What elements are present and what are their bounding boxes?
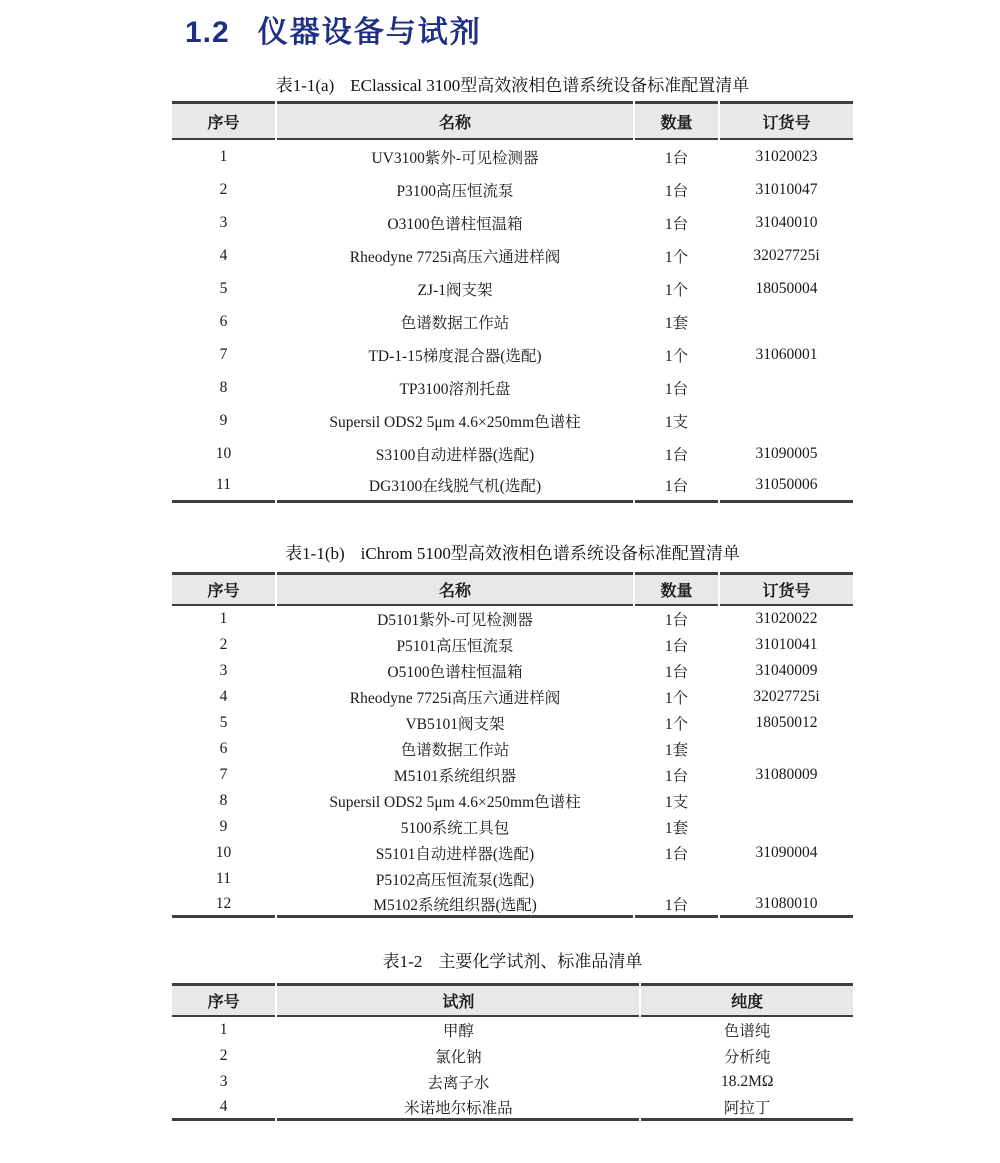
- table-row: [172, 239, 853, 272]
- table-cell: 32027725i: [753, 246, 820, 264]
- table-row: [172, 684, 853, 710]
- table-cell: 7: [219, 766, 228, 783]
- column-header: 序号: [172, 101, 275, 140]
- equipment-table-eclassical-3100: [170, 101, 855, 503]
- table-caption-a: [170, 75, 855, 96]
- table-cell: 8: [219, 378, 228, 396]
- table-cell: 1个: [664, 690, 689, 707]
- table-cell: 5: [219, 714, 228, 731]
- table-cell: 1台: [664, 380, 689, 398]
- table-cell: 3: [219, 1073, 228, 1090]
- table-row: [172, 762, 853, 788]
- table-cell: 1个: [664, 347, 689, 365]
- table-row: [172, 206, 853, 239]
- table-cell: VB5101阀支架: [405, 716, 505, 733]
- column-header: 数量: [635, 101, 718, 140]
- table-cell: 阿拉丁: [641, 1095, 853, 1121]
- table-cell: 3: [219, 662, 228, 679]
- table-cell: Rheodyne 7725i高压六通进样阀: [349, 690, 561, 707]
- table-row: [172, 814, 853, 840]
- table-cell: 6: [219, 740, 228, 757]
- table-body: [172, 1017, 853, 1121]
- table-cell: ZJ-1阀支架: [417, 281, 493, 299]
- table-cell: 9: [219, 411, 228, 429]
- table-row: [172, 173, 853, 206]
- table-cell: 1个: [664, 281, 689, 299]
- table-row: [172, 840, 853, 866]
- column-header: 订货号: [720, 572, 853, 606]
- table-body: [172, 140, 853, 503]
- table-body: [172, 606, 853, 918]
- table-cell: O3100色谱柱恒温箱: [387, 215, 523, 233]
- table-cell: S5101自动进样器(选配): [375, 846, 535, 863]
- table-row: [172, 305, 853, 338]
- header-row: [172, 101, 853, 140]
- table-cell: 1台: [635, 470, 718, 503]
- table-caption-c: [170, 951, 855, 972]
- header-row: [172, 572, 853, 606]
- table-cell: M5101系统组织器: [393, 768, 517, 785]
- table-cell: 4: [219, 688, 228, 705]
- table-row: [172, 658, 853, 684]
- table-cell: 10: [215, 844, 232, 861]
- table-row: [172, 606, 853, 632]
- table-cell: M5102系统组织器(选配): [277, 892, 633, 918]
- section-number: 1.2: [185, 16, 230, 49]
- column-header: 序号: [172, 572, 275, 606]
- table-cell: 去离子水: [427, 1075, 490, 1092]
- section-title: 仪器设备与试剂: [257, 16, 482, 49]
- table-cell: 9: [219, 818, 228, 835]
- reagent-table: [170, 983, 855, 1121]
- table-row: [172, 736, 853, 762]
- table-caption-b: [170, 543, 855, 564]
- table-cell: 31020022: [755, 610, 818, 627]
- table-row: [172, 1043, 853, 1069]
- table-cell: 1台: [664, 612, 689, 629]
- table-cell: 2: [219, 1047, 228, 1064]
- table-row: [172, 892, 853, 918]
- table-cell: 1台: [664, 664, 689, 681]
- table-row: [172, 1069, 853, 1095]
- table-cell: 1台: [664, 182, 689, 200]
- table-cell: 31090005: [755, 444, 818, 462]
- table-cell: [720, 371, 853, 404]
- table-cell: P3100高压恒流泵: [396, 182, 514, 200]
- table-cell: Supersil ODS2 5μm 4.6×250mm色谱柱: [329, 413, 581, 431]
- table-cell: [720, 404, 853, 437]
- table-cell: 31080010: [720, 892, 853, 918]
- table-cell: UV3100紫外-可见检测器: [371, 149, 539, 167]
- table-cell: TD-1-15梯度混合器(选配): [368, 347, 542, 365]
- table-row: [172, 866, 853, 892]
- table-cell: 31040010: [755, 213, 818, 231]
- column-header: 数量: [635, 572, 718, 606]
- column-header: 名称: [277, 101, 633, 140]
- table-cell: O5100色谱柱恒温箱: [387, 664, 523, 681]
- table-cell: 18.2MΩ: [720, 1073, 774, 1090]
- table-cell: 6: [219, 312, 228, 330]
- table-cell: 1台: [664, 768, 689, 785]
- table-cell: [720, 736, 853, 762]
- caption-label: 表1-1(a): [275, 76, 335, 95]
- table-cell: S3100自动进样器(选配): [375, 446, 535, 464]
- column-header: 序号: [172, 983, 275, 1017]
- table-cell: 1台: [664, 846, 689, 863]
- table-row: [172, 470, 853, 503]
- table-cell: 7: [219, 345, 228, 363]
- table-cell: 4: [172, 1095, 275, 1121]
- table-cell: 31040009: [755, 662, 818, 679]
- table-cell: 1台: [664, 638, 689, 655]
- table-cell: 米诺地尔标准品: [277, 1095, 639, 1121]
- table-row: [172, 338, 853, 371]
- table-cell: 色谱纯: [723, 1023, 771, 1040]
- table-cell: 1个: [664, 716, 689, 733]
- table-cell: 32027725i: [753, 688, 820, 705]
- table-cell: P5101高压恒流泵: [396, 638, 514, 655]
- table-cell: 分析纯: [723, 1049, 771, 1066]
- table-row: [172, 272, 853, 305]
- table-cell: Supersil ODS2 5μm 4.6×250mm色谱柱: [329, 794, 581, 811]
- table-cell: 1台: [664, 446, 689, 464]
- section-heading: [185, 0, 1000, 51]
- table-cell: P5102高压恒流泵(选配): [375, 872, 535, 889]
- table-cell: 31080009: [755, 766, 818, 783]
- table-row: [172, 371, 853, 404]
- table-cell: 1: [219, 610, 228, 627]
- table-cell: 1支: [664, 413, 689, 431]
- table-cell: 31090004: [755, 844, 818, 861]
- caption-title: iChrom 5100型高效液相色谱系统设备标准配置清单: [360, 544, 740, 563]
- table-cell: 8: [219, 792, 228, 809]
- table-cell: 甲醇: [442, 1023, 474, 1040]
- table-cell: 1支: [664, 794, 689, 811]
- table-cell: DG3100在线脱气机(选配): [277, 470, 633, 503]
- table-row: [172, 437, 853, 470]
- table-cell: 氯化钠: [435, 1049, 482, 1066]
- table-cell: [720, 866, 853, 892]
- table-cell: 1台: [635, 892, 718, 918]
- table-cell: [720, 305, 853, 338]
- column-header: 纯度: [641, 983, 853, 1017]
- table-cell: 4: [219, 246, 228, 264]
- table-cell: 18050012: [755, 714, 818, 731]
- table-cell: D5101紫外-可见检测器: [377, 612, 533, 629]
- table-cell: [720, 788, 853, 814]
- table-cell: 1套: [664, 742, 689, 759]
- table-cell: 1: [219, 147, 228, 165]
- equipment-table-ichrom-5100: [170, 572, 855, 918]
- column-header: 订货号: [720, 101, 853, 140]
- header-row: [172, 983, 853, 1017]
- table-header: [172, 572, 853, 606]
- table-cell: 1: [219, 1021, 228, 1038]
- table-cell: [720, 814, 853, 840]
- table-cell: 31060001: [755, 345, 818, 363]
- table-cell: 31020023: [755, 147, 818, 165]
- table-cell: 5: [219, 279, 228, 297]
- table-cell: 色谱数据工作站: [400, 314, 510, 332]
- table-cell: 10: [215, 444, 232, 462]
- table-cell: 11: [172, 470, 275, 503]
- table-cell: 31050006: [720, 470, 853, 503]
- table-header: [172, 101, 853, 140]
- table-cell: 色谱数据工作站: [400, 742, 510, 759]
- table-cell: [635, 866, 718, 892]
- table-cell: 12: [172, 892, 275, 918]
- column-header: 试剂: [277, 983, 639, 1017]
- table-row: [172, 710, 853, 736]
- table-cell: TP3100溶剂托盘: [399, 380, 511, 398]
- table-cell: 1个: [664, 248, 689, 266]
- table-cell: 31010047: [755, 180, 818, 198]
- table-row: [172, 1095, 853, 1121]
- table-cell: 1套: [664, 820, 689, 837]
- caption-title: 主要化学试剂、标准品清单: [438, 952, 643, 971]
- table-header: [172, 983, 853, 1017]
- table-cell: 31010041: [755, 636, 818, 653]
- caption-label: 表1-2: [382, 952, 423, 971]
- table-cell: Rheodyne 7725i高压六通进样阀: [349, 248, 561, 266]
- table-cell: 5100系统工具包: [400, 820, 510, 837]
- table-cell: 1台: [664, 215, 689, 233]
- table-row: [172, 1017, 853, 1043]
- caption-title: EClassical 3100型高效液相色谱系统设备标准配置清单: [350, 76, 750, 95]
- table-cell: 18050004: [755, 279, 818, 297]
- table-cell: 3: [219, 213, 228, 231]
- caption-label: 表1-1(b): [285, 544, 345, 563]
- table-row: [172, 632, 853, 658]
- table-cell: 1套: [664, 314, 689, 332]
- table-cell: 2: [219, 636, 228, 653]
- table-cell: 1台: [664, 149, 689, 167]
- table-cell: 11: [216, 870, 231, 887]
- table-cell: 2: [219, 180, 228, 198]
- table-row: [172, 140, 853, 173]
- column-header: 名称: [277, 572, 633, 606]
- table-row: [172, 788, 853, 814]
- table-row: [172, 404, 853, 437]
